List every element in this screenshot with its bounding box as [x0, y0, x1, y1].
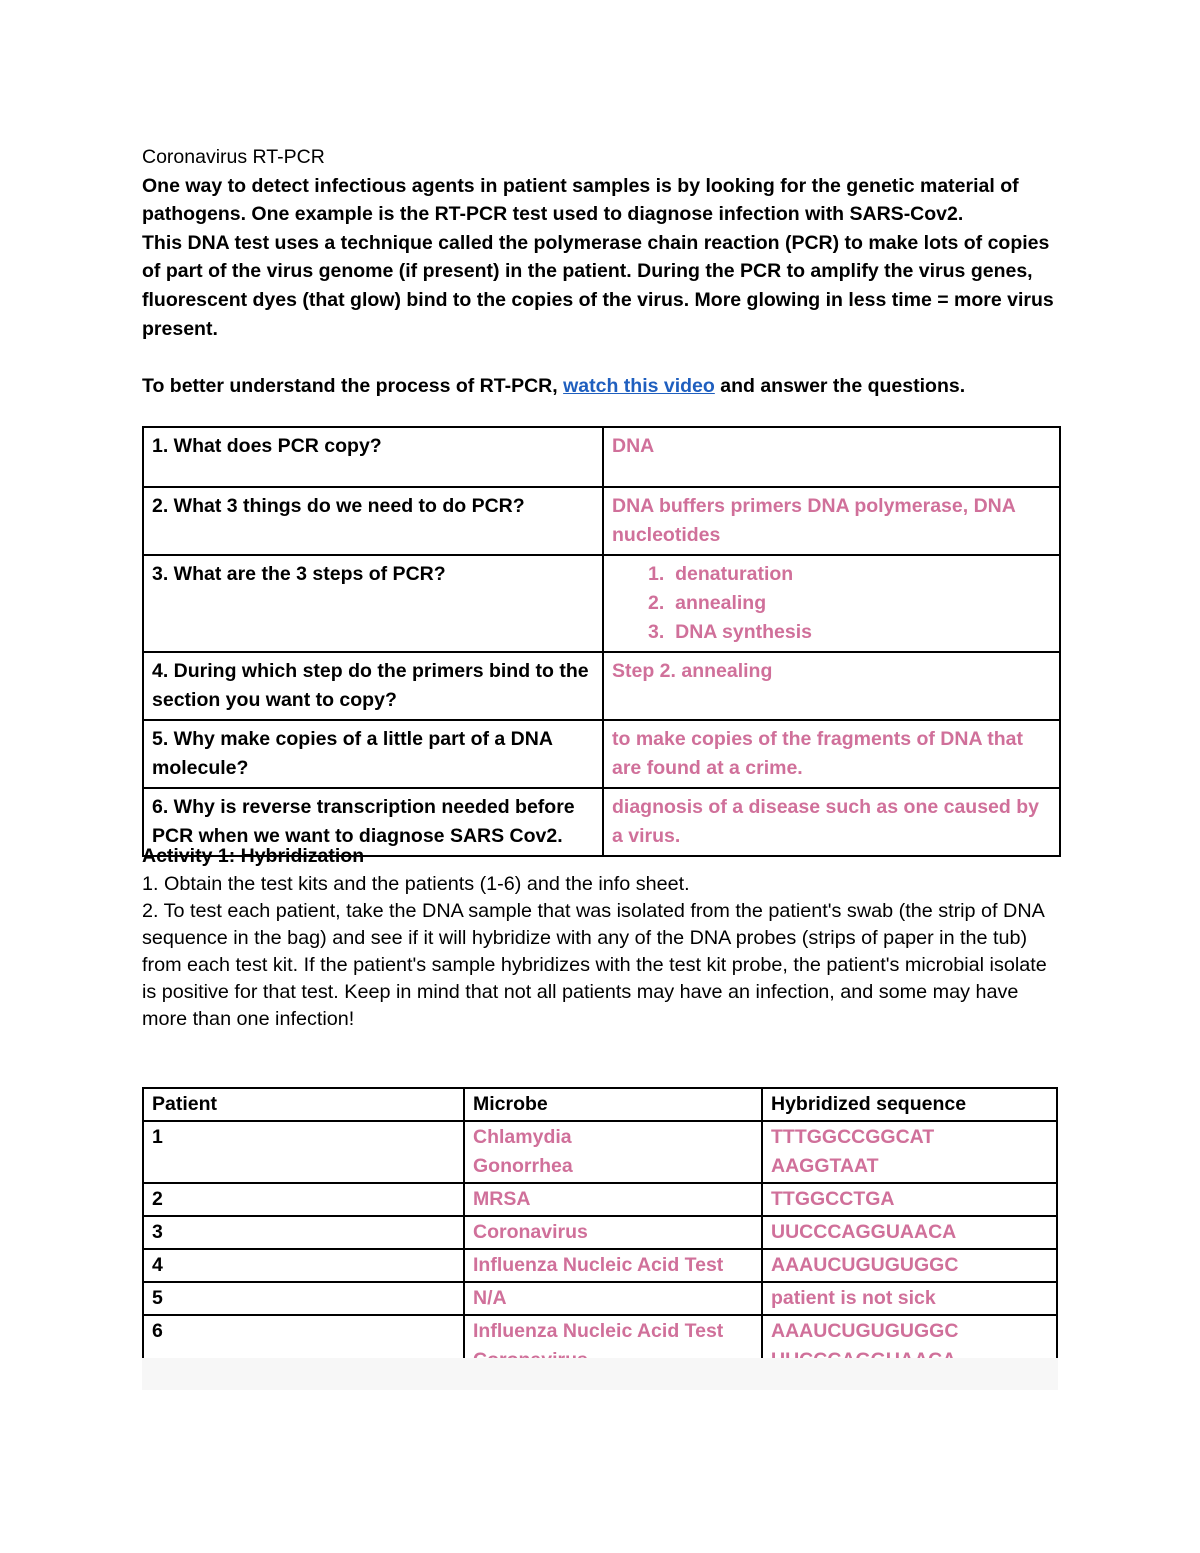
table-row	[143, 1216, 1057, 1249]
microbe-cell[interactable]: Coronavirus	[464, 1216, 762, 1249]
patient-id-cell: 5	[143, 1282, 464, 1315]
microbe-line: Influenza Nucleic Acid Test	[473, 1320, 724, 1342]
step-text: DNA synthesis	[675, 621, 813, 643]
qa-row	[143, 427, 1060, 487]
table-row	[143, 1183, 1057, 1216]
step-text: annealing	[675, 592, 767, 614]
sequence-line: AAGGTAAT	[771, 1155, 879, 1177]
question-cell: 5. Why make copies of a little part of a DNA molecule?	[143, 720, 603, 788]
question-cell: 3. What are the 3 steps of PCR?	[143, 555, 603, 652]
column-header-patient: Patient	[143, 1088, 464, 1121]
microbe-cell[interactable]: Influenza Nucleic Acid Test	[464, 1249, 762, 1282]
answer-cell[interactable]: DNA buffers primers DNA polymerase, DNA nucleotides	[603, 487, 1060, 555]
pcr-steps-list	[612, 560, 1051, 647]
pcr-questions-table	[142, 426, 1061, 857]
microbe-cell[interactable]	[464, 1121, 762, 1183]
column-header-sequence: Hybridized sequence	[762, 1088, 1057, 1121]
answer-cell[interactable]: DNA	[603, 427, 1060, 487]
patient-id-cell: 4	[143, 1249, 464, 1282]
video-instruction-post: and answer the questions.	[714, 374, 966, 397]
patient-id-cell: 6	[143, 1315, 464, 1377]
sequence-cell[interactable]	[762, 1121, 1057, 1183]
microbe-line: Gonorrhea	[473, 1155, 573, 1177]
qa-row	[143, 487, 1060, 555]
answer-cell[interactable]: to make copies of the fragments of DNA that are found at a crime.	[603, 720, 1060, 788]
answer-cell[interactable]: diagnosis of a disease such as one caused by a virus.	[603, 788, 1060, 856]
activity-heading: Activity 1: Hybridization	[142, 845, 365, 867]
step-number: 1.	[648, 563, 665, 585]
table-row	[143, 1282, 1057, 1315]
question-cell: 6. Why is reverse transcription needed before PCR when we want to diagnose SARS Cov2.	[143, 788, 603, 856]
list-item	[612, 560, 1051, 589]
question-cell: 4. During which step do the primers bind to the section you want to copy?	[143, 652, 603, 720]
answer-cell[interactable]	[603, 555, 1060, 652]
qa-row	[143, 720, 1060, 788]
patient-id-cell: 2	[143, 1183, 464, 1216]
microbe-cell[interactable]: MRSA	[464, 1183, 762, 1216]
table-row	[143, 1249, 1057, 1282]
activity-section	[142, 843, 1062, 1033]
qa-row	[143, 652, 1060, 720]
sequence-line: TTTGGCCGGCAT	[771, 1126, 935, 1148]
list-item	[612, 618, 1051, 647]
patient-id-cell: 1	[143, 1121, 464, 1183]
activity-step-1: 1. Obtain the test kits and the patients (1-6) and the info sheet.	[142, 873, 690, 895]
sequence-cell[interactable]: TTGGCCTGA	[762, 1183, 1057, 1216]
step-number: 2.	[648, 592, 665, 614]
step-number: 3.	[648, 621, 665, 643]
microbe-cell[interactable]: N/A	[464, 1282, 762, 1315]
intro-section	[142, 143, 1062, 400]
document-title: Coronavirus RT-PCR	[142, 146, 325, 168]
intro-paragraph-2: This DNA test uses a technique called the polymerase chain reaction (PCR) to make lots of copies of part of the virus genome (if present) in the patient. During the PCR to amplify the virus genes, fluorescent dyes (that glow) bind to the copies of the virus. More glowing in less time = more virus present.	[142, 231, 1054, 340]
sequence-line: AAAUCUGUGUGGC	[771, 1320, 959, 1342]
answer-cell[interactable]: Step 2. annealing	[603, 652, 1060, 720]
patients-table	[142, 1087, 1058, 1378]
table-header-row	[143, 1088, 1057, 1121]
intro-paragraph-1: One way to detect infectious agents in patient samples is by looking for the genetic material of pathogens. One example is the RT-PCR test used to diagnose infection with SARS-Cov2.	[142, 174, 1019, 226]
list-item	[612, 589, 1051, 618]
qa-row	[143, 555, 1060, 652]
column-header-microbe: Microbe	[464, 1088, 762, 1121]
video-instruction-pre: To better understand the process of RT-PCR,	[142, 374, 564, 397]
microbe-line: Chlamydia	[473, 1126, 572, 1148]
activity-step-2: 2. To test each patient, take the DNA sample that was isolated from the patient's swab (the strip of DNA sequence in the bag) and see if it will hybridize with any of the DNA probes (strips of paper in the tub) from each test kit. If the patient's sample hybridizes with the test kit probe, the patient's microbial isolate is positive for that test. Keep in mind that not all patients may have an infection, and some may have more than one infection!	[142, 900, 1047, 1030]
table-footer-shade	[142, 1358, 1058, 1390]
question-cell: 2. What 3 things do we need to do PCR?	[143, 487, 603, 555]
sequence-cell[interactable]: patient is not sick	[762, 1282, 1057, 1315]
patient-id-cell: 3	[143, 1216, 464, 1249]
sequence-cell[interactable]: UUCCCAGGUAACA	[762, 1216, 1057, 1249]
step-text: denaturation	[675, 563, 794, 585]
video-instruction	[142, 372, 1062, 401]
table-row	[143, 1121, 1057, 1183]
sequence-cell[interactable]: AAAUCUGUGUGGC	[762, 1249, 1057, 1282]
watch-video-link[interactable]: watch this video	[563, 374, 715, 397]
question-cell: 1. What does PCR copy?	[143, 427, 603, 487]
